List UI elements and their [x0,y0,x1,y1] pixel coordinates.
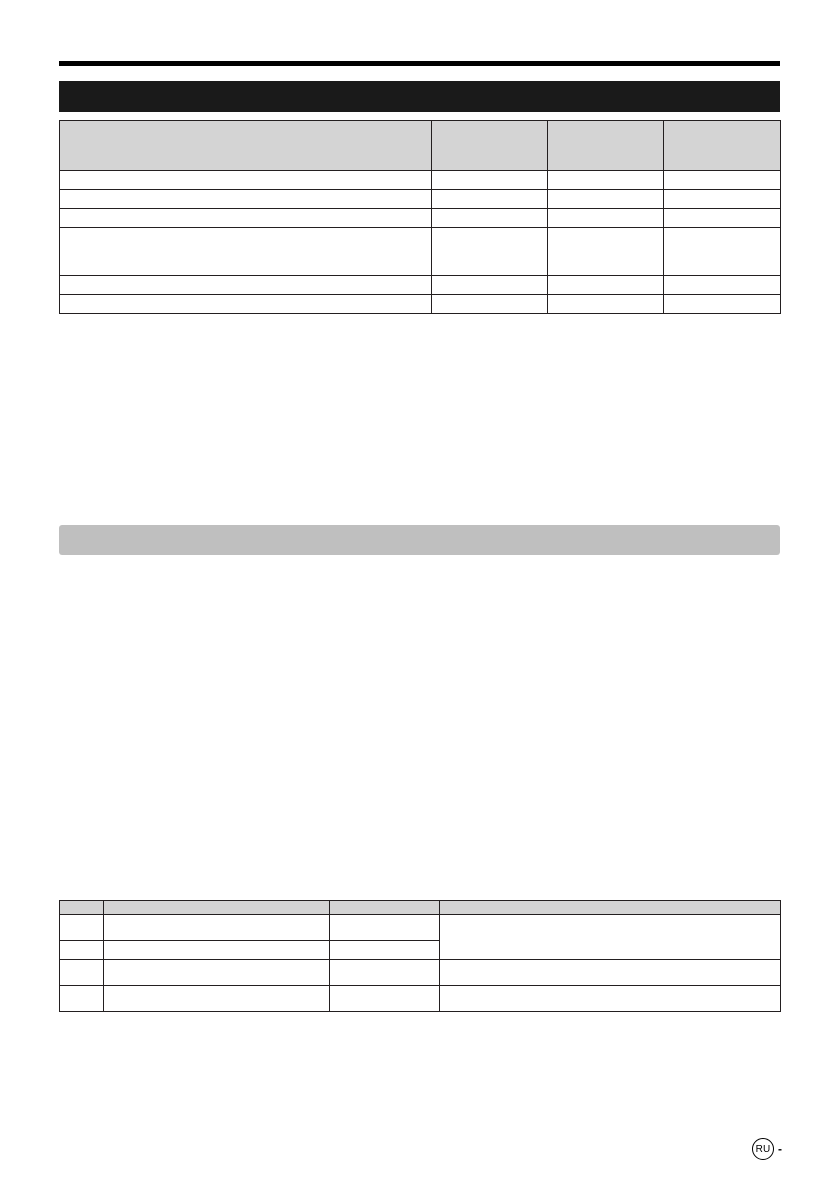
row-value-1 [432,295,548,314]
region-code-badge: RU [752,1138,774,1160]
top-divider-rule [59,61,780,66]
pin-description [440,986,781,1012]
row-value-1 [432,171,548,190]
pin-type [330,941,440,960]
row-value-2 [548,209,664,228]
row-value-3 [664,171,781,190]
pin-description [440,915,781,960]
table-row [60,171,781,190]
table-row [60,276,781,295]
row-value-3 [664,228,781,276]
row-label-split [60,228,432,276]
column-header-item [60,121,432,171]
row-label-split [60,295,432,314]
pin-description [440,960,781,986]
row-value-1 [432,228,548,276]
row-value-2 [548,276,664,295]
table-row [60,986,781,1012]
table-row [60,209,781,228]
row-value-2 [548,295,664,314]
specification-table-head [60,121,781,171]
column-header-model-1 [432,121,548,171]
row-value-1 [432,190,548,209]
row-value-2 [548,190,664,209]
row-label [60,209,432,228]
table-row [60,228,781,276]
column-header-type [330,901,440,915]
column-header-name [104,901,330,915]
pin-number [60,986,104,1012]
table-header-row [60,901,781,915]
table-row [60,190,781,209]
pin-name [104,941,330,960]
column-header-model-3 [664,121,781,171]
section-title-bar [59,81,780,112]
table-row [60,960,781,986]
row-value-3 [664,190,781,209]
row-label-split [60,190,432,209]
pin-table-body [60,915,781,1012]
column-header-no [60,901,104,915]
row-label [60,171,432,190]
pin-type [330,960,440,986]
pin-table-head [60,901,781,915]
table-header-row [60,121,781,171]
page-number: - [778,1142,782,1156]
table-row [60,295,781,314]
page-footer [752,1138,782,1160]
pin-number [60,941,104,960]
pin-name [104,915,330,941]
pin-name [104,960,330,986]
pin-number [60,915,104,941]
pin-type [330,986,440,1012]
pin-number [60,960,104,986]
pin-type [330,915,440,941]
row-value-2 [548,228,664,276]
column-header-model-2 [548,121,664,171]
pin-name [104,986,330,1012]
row-value-2 [548,171,664,190]
row-value-1 [432,209,548,228]
row-value-3 [664,276,781,295]
row-label [60,276,432,295]
table-row [60,915,781,941]
specification-table [59,120,781,314]
pin-assignment-table [59,900,781,1012]
section-subtitle-banner [59,525,780,555]
column-header-description [440,901,781,915]
specification-table-body [60,171,781,314]
row-value-3 [664,209,781,228]
row-value-3 [664,295,781,314]
row-value-1 [432,276,548,295]
